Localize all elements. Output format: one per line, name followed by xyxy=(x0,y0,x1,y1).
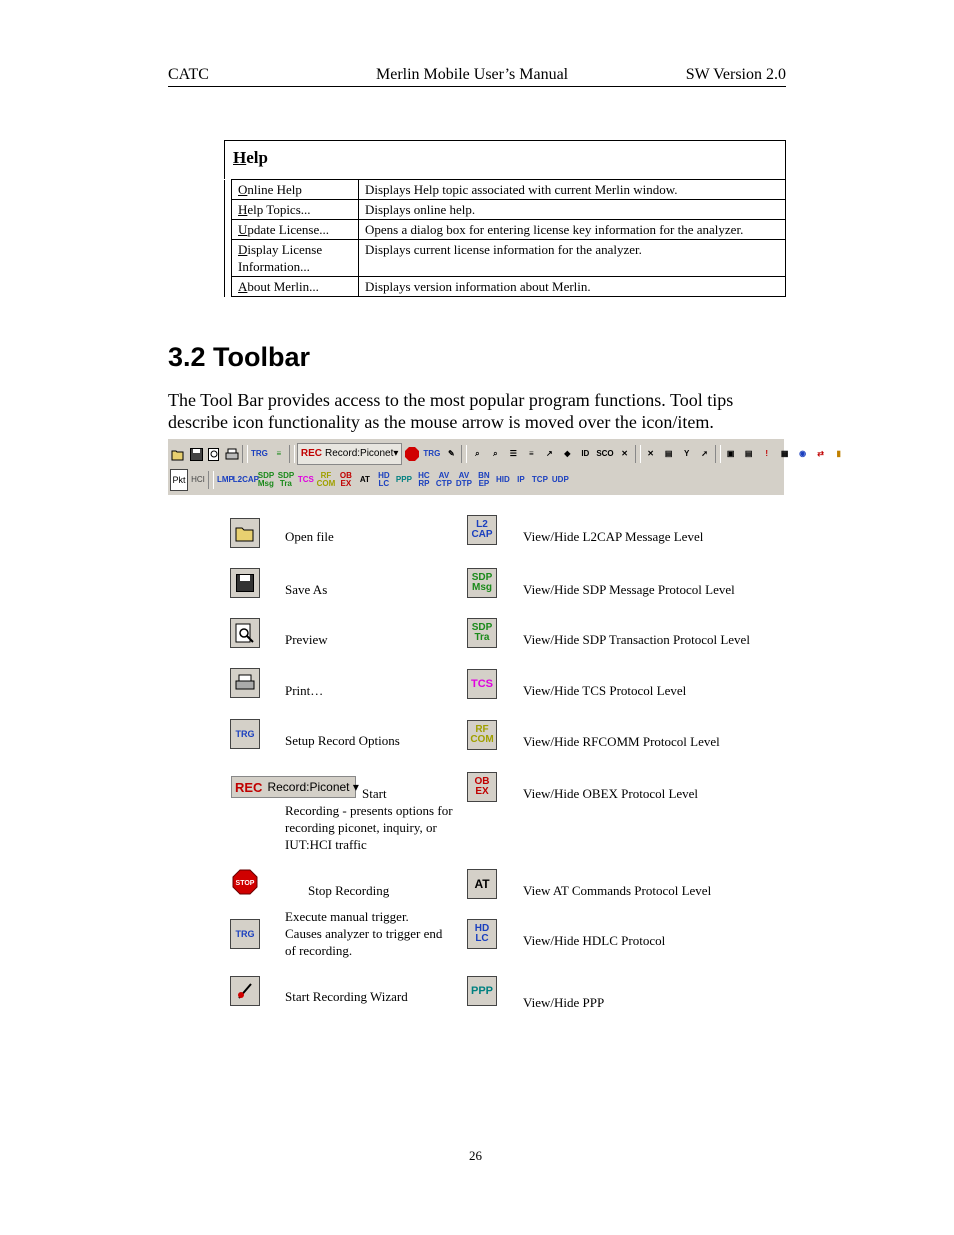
menu-item-help-topics: Help Topics... xyxy=(232,200,359,220)
help-title-hotkey: H xyxy=(233,148,247,167)
avdtp-toggle[interactable]: AV DTP xyxy=(455,471,472,488)
table-row xyxy=(225,180,786,200)
separator xyxy=(289,445,295,463)
lmp-toggle[interactable]: LMP xyxy=(217,475,234,484)
sdp-tra-label: View/Hide SDP Transaction Protocol Level xyxy=(523,632,750,647)
pkt-toggle[interactable]: Pkt xyxy=(170,469,188,491)
section-intro: The Tool Bar provides access to the most popular program functions. Tool tips describe icon functionality as the mouse arrow is moved over the icon/item. xyxy=(168,390,734,432)
obex-icon: OB EX xyxy=(467,772,497,802)
ppp-toggle[interactable]: PPP xyxy=(395,475,412,484)
tcp-toggle[interactable]: TCP xyxy=(531,475,548,484)
help-menu-table xyxy=(224,179,786,297)
tcs-toggle[interactable]: TCS xyxy=(297,475,314,484)
separator xyxy=(635,445,641,463)
separator xyxy=(208,471,214,489)
hdlc-icon: HD LC xyxy=(467,919,497,949)
help-title-rest: elp xyxy=(246,148,268,167)
list-icon[interactable]: ▦ xyxy=(780,449,789,458)
l2cap-label: View/Hide L2CAP Message Level xyxy=(523,529,704,544)
preview-magnifier-icon[interactable] xyxy=(206,444,222,464)
manual-trigger-label: Execute manual trigger. Causes analyzer to trigger end of recording. xyxy=(285,909,443,958)
hdlc-toggle[interactable]: HD LC xyxy=(378,471,390,488)
record-piconet-button[interactable]: REC Record:Piconet ▾ xyxy=(297,443,403,465)
wizard-wand-icon[interactable]: ✎ xyxy=(447,449,455,458)
obex-toggle[interactable]: OB EX xyxy=(339,471,352,488)
separator xyxy=(242,445,248,463)
find-next-icon[interactable]: ⌕ xyxy=(493,449,498,458)
menu-item-update-license: Update License... xyxy=(232,220,359,240)
chart-icon[interactable]: ▮ xyxy=(836,449,841,458)
wizard-wand-icon xyxy=(230,976,260,1006)
l2cap-icon: L2 CAP xyxy=(467,515,497,545)
goto-icon[interactable]: ↗ xyxy=(545,449,553,458)
menu-item-about: About Merlin... xyxy=(232,277,359,297)
menu-icon[interactable]: ≡ xyxy=(528,449,534,458)
header-center: Merlin Mobile User’s Manual xyxy=(376,66,569,83)
rfcomm-toggle[interactable]: RF COM xyxy=(316,471,336,488)
sco-icon[interactable]: SCO xyxy=(596,449,614,458)
table-row xyxy=(225,277,786,297)
open-folder-icon xyxy=(230,518,260,548)
arrows-icon[interactable]: ⇄ xyxy=(817,449,824,458)
tcs-label: View/Hide TCS Protocol Level xyxy=(523,683,687,698)
menu-item-desc: Displays current license information for the analyzer. xyxy=(359,240,786,277)
trg-setup-icon[interactable]: TRG xyxy=(251,449,268,458)
preview-magnifier-icon xyxy=(230,618,260,648)
id-icon[interactable]: ID xyxy=(581,449,590,458)
setup-record-label: Setup Record Options xyxy=(285,733,400,748)
pointer-icon[interactable]: ➚ xyxy=(701,449,708,458)
header-left: CATC xyxy=(168,66,209,83)
copy-icon[interactable]: ▣ xyxy=(726,449,735,458)
toolbar-screenshot xyxy=(168,439,841,495)
separator xyxy=(461,445,467,463)
alert-icon[interactable]: ! xyxy=(765,449,768,458)
obex-label: View/Hide OBEX Protocol Level xyxy=(523,786,699,801)
preview-label: Preview xyxy=(285,632,328,647)
at-label: View AT Commands Protocol Level xyxy=(523,883,712,898)
running-header xyxy=(168,66,786,87)
stop-recording-label: Stop Recording xyxy=(308,883,390,898)
at-toggle[interactable]: AT xyxy=(359,475,370,484)
hcrp-toggle[interactable]: HC RP xyxy=(418,471,430,488)
menu-item-desc: Displays version information about Merlin. xyxy=(359,277,786,297)
rfcomm-icon: RF COM xyxy=(467,720,497,750)
help-menu-title xyxy=(224,140,786,179)
save-as-label: Save As xyxy=(285,582,328,597)
bookmark-icon[interactable]: ◆ xyxy=(564,449,571,458)
section-heading: 3.2 Toolbar xyxy=(168,342,311,372)
printer-icon[interactable] xyxy=(224,444,240,464)
find-icon[interactable]: ⌕ xyxy=(475,449,480,458)
table-row xyxy=(225,200,786,220)
globe-icon[interactable]: ◉ xyxy=(799,449,807,458)
trg-setup-icon: TRG xyxy=(230,719,260,749)
toolbar-row-1 xyxy=(170,442,847,466)
udp-toggle[interactable]: UDP xyxy=(551,475,569,484)
filter-y-icon[interactable]: Y xyxy=(683,449,690,458)
hdlc-label: View/Hide HDLC Protocol xyxy=(523,933,666,948)
sdp-msg-label: View/Hide SDP Message Protocol Level xyxy=(523,582,735,597)
avctp-toggle[interactable]: AV CTP xyxy=(435,471,452,488)
hci-toggle[interactable]: HCI xyxy=(191,475,205,484)
hid-toggle[interactable]: HID xyxy=(496,475,510,484)
floppy-disk-icon xyxy=(230,568,260,598)
toolbar-row-2 xyxy=(170,468,570,492)
record-piconet-button: REC Record:Piconet ▾ xyxy=(231,776,356,798)
stop-sign-icon xyxy=(231,868,259,896)
sdp-tra-toggle[interactable]: SDP Tra xyxy=(277,471,295,488)
floppy-disk-icon[interactable] xyxy=(188,444,204,464)
table-row xyxy=(225,220,786,240)
bnep-toggle[interactable]: BN EP xyxy=(478,471,490,488)
rfcomm-label: View/Hide RFCOMM Protocol Level xyxy=(523,734,720,749)
at-icon: AT xyxy=(467,869,497,899)
sdp-msg-icon: SDP Msg xyxy=(467,568,497,598)
lines-icon[interactable]: ☰ xyxy=(509,449,517,458)
sdp-msg-toggle[interactable]: SDP Msg xyxy=(257,471,275,488)
ppp-label: View/Hide PPP xyxy=(523,995,605,1010)
page-number: 26 xyxy=(469,1148,482,1163)
menu-item-desc: Opens a dialog box for entering license key information for the analyzer. xyxy=(359,220,786,240)
start-label: Start xyxy=(362,786,387,801)
sdp-tra-icon: SDP Tra xyxy=(467,618,497,648)
menu-item-desc: Displays Help topic associated with current Merlin window. xyxy=(359,180,786,200)
table-row xyxy=(225,240,786,277)
hide-icon[interactable]: ✕ xyxy=(621,449,628,458)
menu-item-display-license: Display License Information... xyxy=(232,240,359,277)
manual-trigger-icon: TRG xyxy=(230,919,260,949)
menu-item-online-help: Online Help xyxy=(232,180,359,200)
filter-icon[interactable]: ≡ xyxy=(276,449,282,458)
open-folder-icon[interactable] xyxy=(170,444,186,464)
print-label: Print… xyxy=(285,683,324,698)
svg-text:STOP: STOP xyxy=(235,880,255,887)
printer-icon xyxy=(230,668,260,698)
marker-icon[interactable]: ✕ xyxy=(647,449,654,458)
l2cap-toggle[interactable]: L2CAP xyxy=(232,475,260,484)
header-right: SW Version 2.0 xyxy=(685,66,786,83)
manual-trigger-icon[interactable]: TRG xyxy=(423,449,441,458)
separator xyxy=(715,445,721,463)
start-recording-label: Recording - presents options for recording piconet, inquiry, or IUT:HCI traffic xyxy=(285,803,453,852)
wizard-label: Start Recording Wizard xyxy=(285,989,408,1004)
tcs-icon: TCS xyxy=(467,669,497,699)
report-icon[interactable]: ▤ xyxy=(744,449,753,458)
menu-item-desc: Displays online help. xyxy=(359,200,786,220)
ppp-icon: PPP xyxy=(467,976,497,1006)
stop-sign-icon[interactable] xyxy=(404,444,420,464)
open-file-label: Open file xyxy=(285,529,334,544)
notes-icon[interactable]: ▤ xyxy=(664,449,673,458)
ip-toggle[interactable]: IP xyxy=(517,475,525,484)
